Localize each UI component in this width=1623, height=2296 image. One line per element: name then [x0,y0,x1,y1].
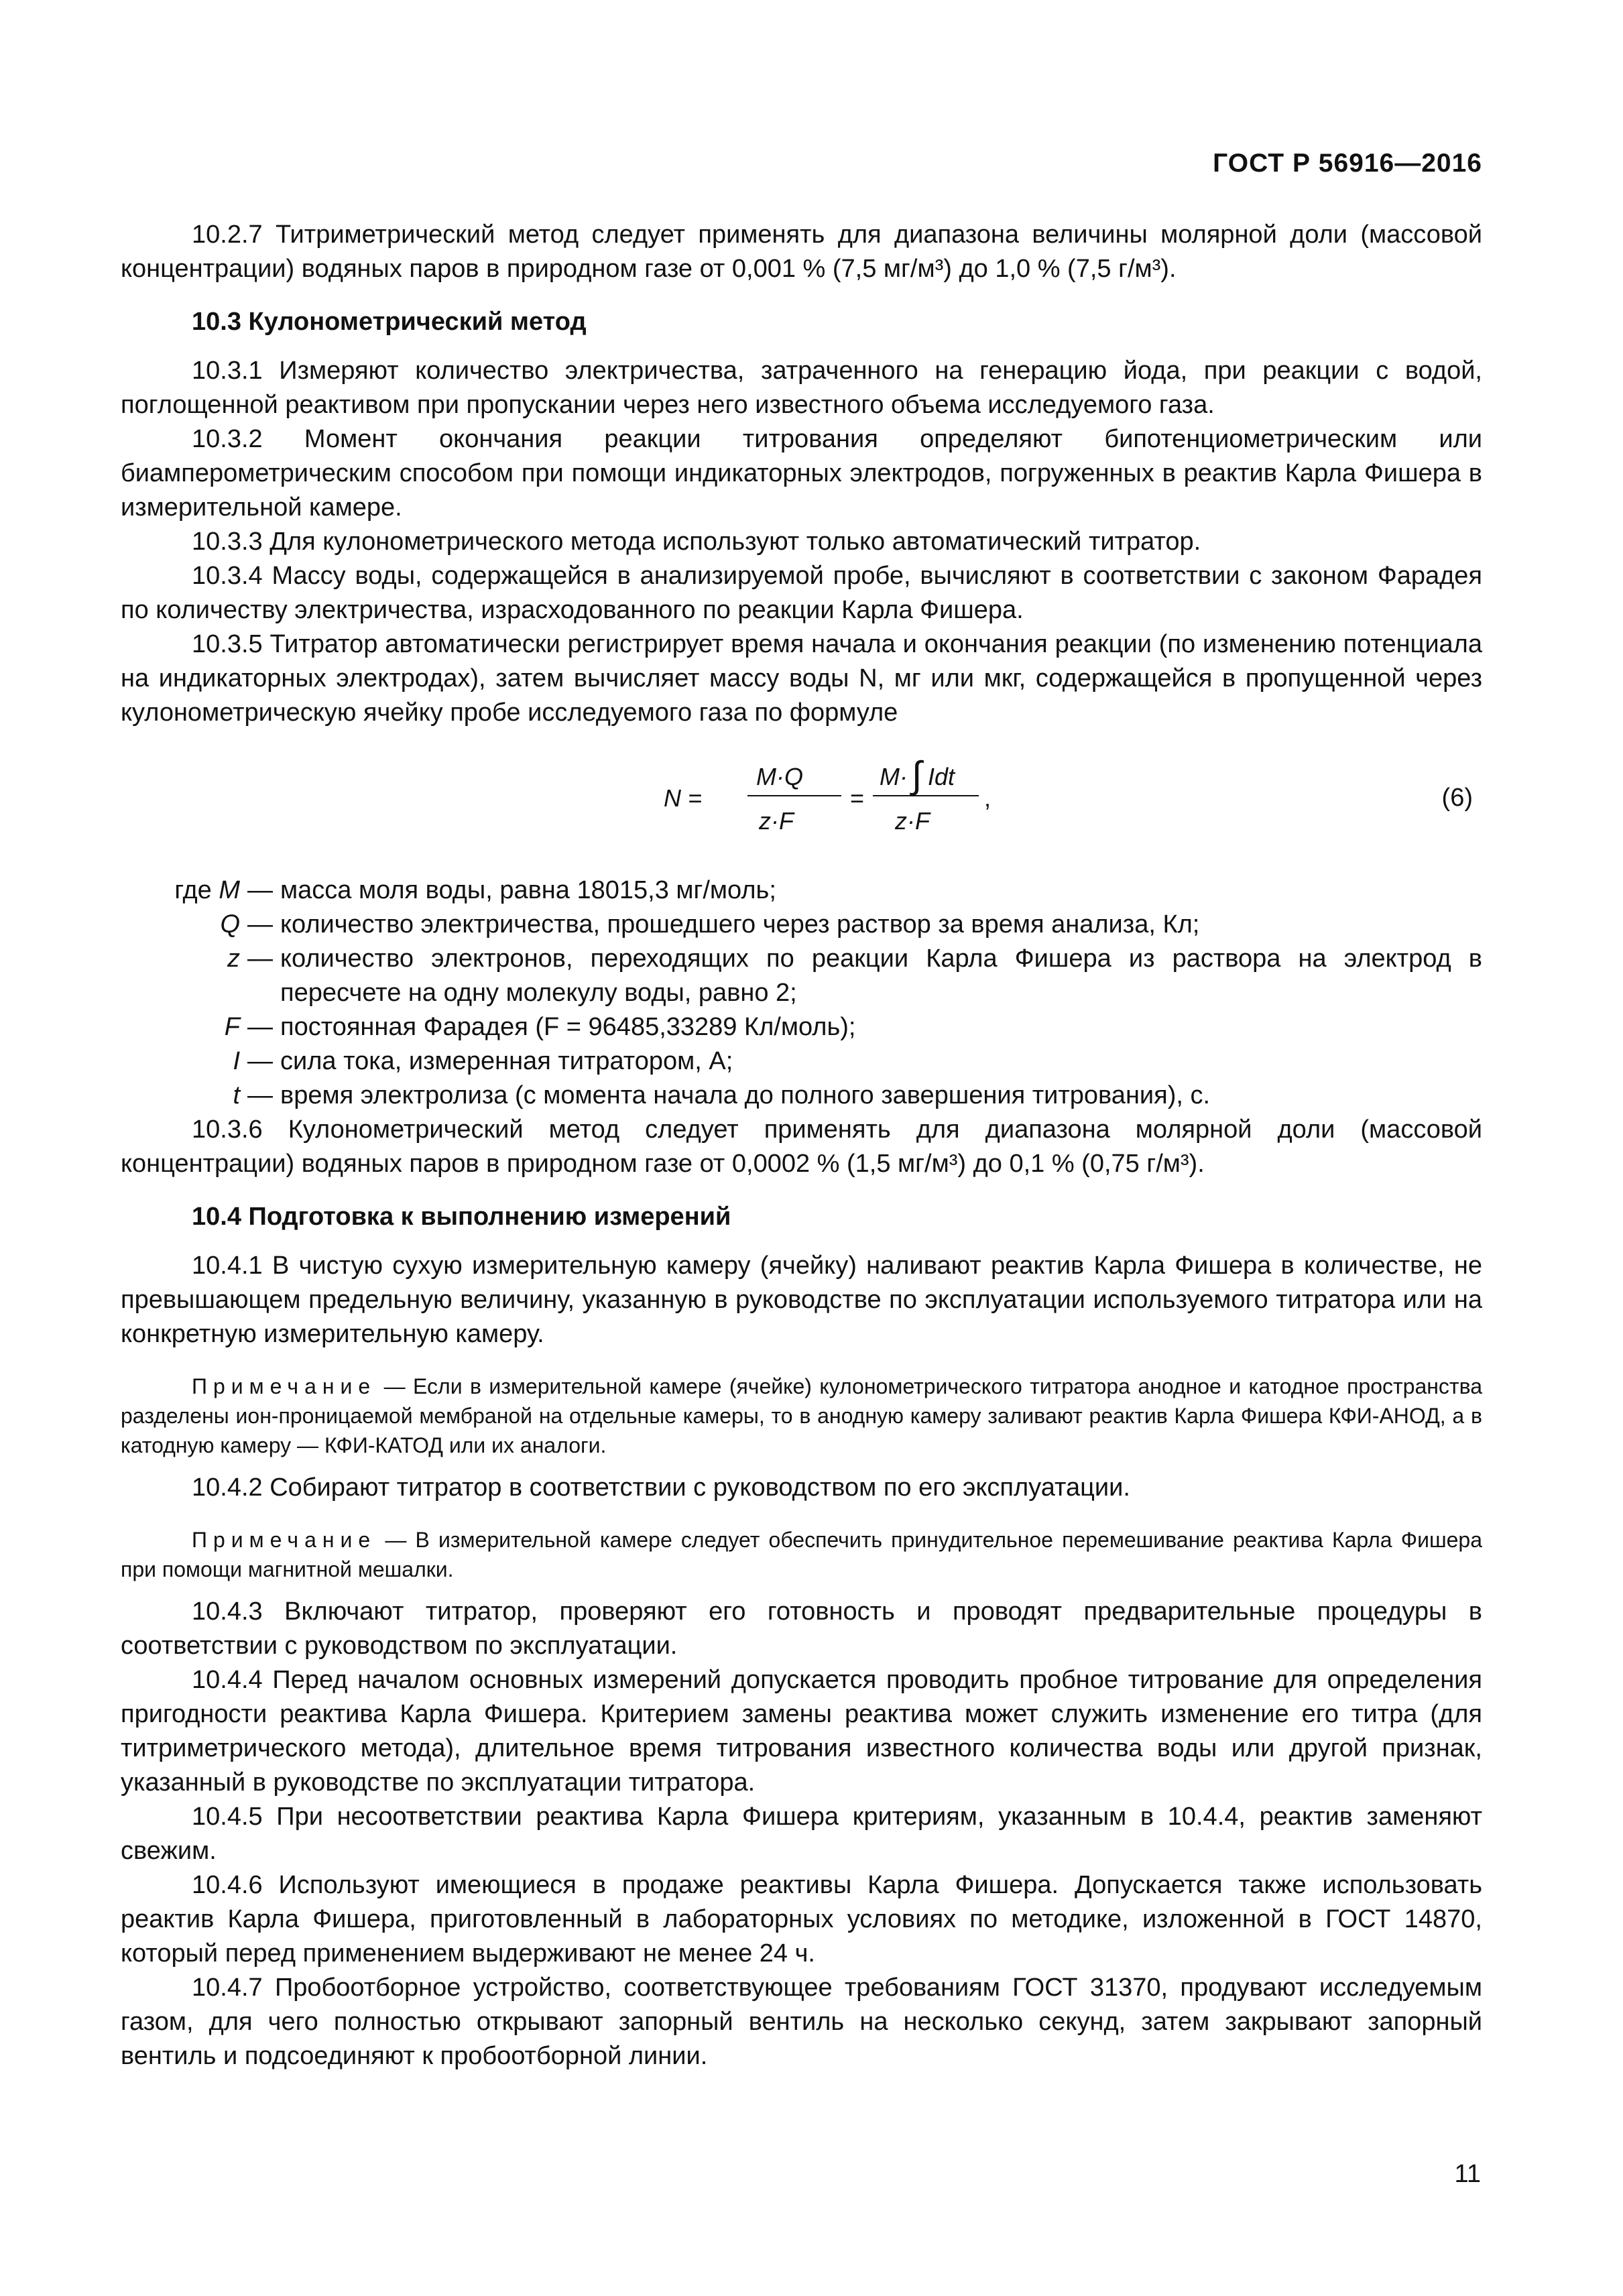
legend-dash: — [247,1013,273,1041]
formula-equals: = [850,784,865,812]
legend-symbol: I [233,1047,240,1075]
paragraph-10-4-1: 10.4.1 В чистую сухую измерительную камеру (ячейку) наливают реактив Карла Фишера в количестве, не превышающем предельную величину, указанную в руководстве по эксплуатации используемого титратора или на конкретную измерительную камеру. [121,1252,1482,1348]
integral-sign: ∫ [912,753,922,796]
formula-numerator-2-prefix: M· [880,763,908,790]
legend-symbol: Q [220,910,240,939]
legend-text: сила тока, измеренная титратором, А; [280,1047,733,1075]
note-2 [121,1525,1482,1584]
paragraph-10-4-2: 10.4.2 Собирают титратор в соответствии с руководством по его эксплуатации. [192,1473,1130,1502]
formula-denominator-2: z·F [895,807,930,835]
note-label: Примечание [192,1528,377,1552]
formula-numerator-2-suffix: Idt [928,763,955,790]
paragraph-10-3-1: 10.3.1 Измеряют количество электричества, затраченного на генерацию йода, при реакции с водой, поглощенной реактивом при пропускании через него известного объема исследуемого газа. [121,357,1482,419]
legend-row [121,1044,1482,1079]
legend-symbol: z [227,945,240,973]
page-number: 11 [1454,2160,1481,2188]
formula-graphic [664,750,1039,844]
document-body [121,218,1482,2073]
paragraph-10-3-6: 10.3.6 Кулонометрический метод следует применять для диапазона молярной доли (массовой концентрации) водяных паров в природном газе от 0,0002 % (1,5 мг/м³) до 0,1 % (0,75 г/м³). [121,1115,1482,1178]
paragraph-10-4-6: 10.4.6 Используют имеющиеся в продаже реактивы Карла Фишера. Допускается также использовать реактив Карла Фишера, приготовленный в лабораторных условиях по методике, изложенной в ГОСТ 14870, который перед применением выдерживают не менее 24 ч. [121,1871,1482,1968]
formula-number: (6) [1441,784,1473,812]
note-text: — Если в измерительной камере (ячейке) кулонометрического титратора анодное и катодное пространства разделены ион-проницаемой мембраной на отдельные камеры, то в анодную камеру заливают реактив Карла Фишера КФИ-АНОД, а в катодную камеру — КФИ-КАТОД или их аналоги. [121,1374,1482,1457]
note-1 [121,1372,1482,1460]
legend-prefix: где [174,876,212,904]
paragraph-10-3-3: 10.3.3 Для кулонометрического метода используют только автоматический титратор. [192,528,1201,556]
paragraph-10-4-4: 10.4.4 Перед началом основных измерений допускается проводить пробное титрование для определения пригодности реактива Карла Фишера. Критерием замены реактива может служить изменение его титра (для титриметрического метода), длительное время титрования известного количества воды или другой признак, указанный в руководстве по эксплуатации титратора. [121,1666,1482,1797]
document-id-header: ГОСТ Р 56916—2016 [1213,149,1482,178]
formula-comma: , [984,784,991,812]
legend-row [121,873,1482,908]
legend-text: время электролиза (с момента начала до полного завершения титрования), с. [280,1081,1211,1109]
legend-text: постоянная Фарадея (F = 96485,33289 Кл/моль); [280,1013,856,1041]
paragraph-10-3-2: 10.3.2 Момент окончания реакции титрования определяют бипотенциометрическим или биамперометрическим способом при помощи индикаторных электродов, погруженных в реактив Карла Фишера в измерительной камере. [121,425,1482,522]
section-heading-10-3: 10.3 Кулонометрический метод [192,308,587,336]
formula-lhs: N = [664,784,703,812]
legend-dash: — [247,1081,273,1109]
legend-dash: — [247,876,273,904]
paragraph-10-4-5: 10.4.5 При несоответствии реактива Карла Фишера критериям, указанным в 10.4.4, реактив заменяют свежим. [121,1803,1482,1865]
legend-symbol: F [224,1013,240,1041]
legend-text: количество электронов, переходящих по реакции Карла Фишера из раствора на электрод в пересчете на одну молекулу воды, равно 2; [280,945,1482,1007]
legend-row [121,1079,1482,1113]
legend-row [121,1010,1482,1044]
note-text: — В измерительной камере следует обеспечить принудительное перемешивание реактива Карла Фишера при помощи магнитной мешалки. [121,1528,1482,1581]
formula-denominator-1: z·F [759,807,794,835]
formula-numerator-1: M·Q [756,763,803,790]
section-heading-10-4: 10.4 Подготовка к выполнению измерений [192,1203,731,1231]
legend-dash: — [247,945,273,973]
legend-text: масса моля воды, равна 18015,3 мг/моль; [280,876,776,904]
paragraph-10-2-7: 10.2.7 Титриметрический метод следует применять для диапазона величины молярной доли (массовой концентрации) водяных паров в природном газе от 0,001 % (7,5 мг/м³) до 1,0 % (7,5 г/м³). [121,221,1482,283]
variable-legend [121,873,1482,1113]
paragraph-10-4-3: 10.4.3 Включают титратор, проверяют его готовность и проводят предварительные процедуры в соответствии с руководством по эксплуатации. [121,1597,1482,1660]
paragraph-10-3-5: 10.3.5 Титратор автоматически регистрирует время начала и окончания реакции (по изменению потенциала на индикаторных электродах), затем вычисляет массу воды N, мг или мкг, содержащейся в пропущенной через кулонометрическую ячейку пробе исследуемого газа по формуле [121,630,1482,727]
formula-6 [121,750,1482,844]
legend-row [121,942,1482,1010]
legend-text: количество электричества, прошедшего через раствор за время анализа, Кл; [280,910,1200,939]
legend-dash: — [247,1047,273,1075]
paragraph-10-4-7: 10.4.7 Пробоотборное устройство, соответствующее требованиям ГОСТ 31370, продувают исследуемым газом, для чего полностью открывают запорный вентиль на несколько секунд, затем закрывают запорный вентиль и подсоединяют к пробоотборной линии. [121,1974,1482,2070]
legend-symbol: M [219,876,240,904]
note-label: Примечание [192,1374,377,1398]
legend-row [121,908,1482,942]
paragraph-10-3-4: 10.3.4 Массу воды, содержащейся в анализируемой пробе, вычисляют в соответствии с законом Фарадея по количеству электричества, израсходованного по реакции Карла Фишера. [121,562,1482,624]
legend-dash: — [247,910,273,939]
legend-symbol: t [233,1081,240,1109]
